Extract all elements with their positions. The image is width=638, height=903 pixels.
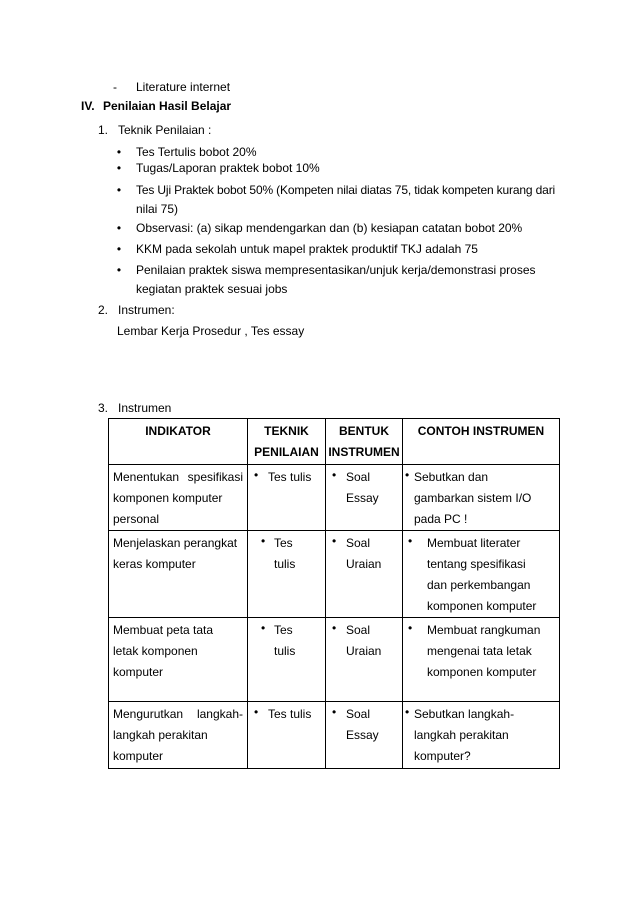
cell-indikator: Membuat peta tata letak komponen komputer: [109, 618, 248, 702]
cell-teknik: • Tes tulis: [248, 465, 326, 531]
table-row: [109, 618, 560, 702]
list-item: Observasi: (a) sikap mendengarkan dan (b) kesiapan catatan bobot 20%: [136, 221, 523, 235]
list-item-continuation: kegiatan praktek sesuai jobs: [136, 282, 288, 296]
bullet-icon: •: [408, 534, 413, 548]
bullet-icon: •: [332, 468, 337, 482]
item-number: 2.: [98, 303, 109, 317]
table-header-row: [109, 419, 560, 465]
item-number: 1.: [98, 123, 109, 137]
bullet-icon: •: [261, 534, 266, 548]
bullet-icon: •: [116, 161, 122, 175]
cell-indikator: Menjelaskan perangkat keras komputer: [109, 531, 248, 618]
bullet-icon: •: [254, 468, 259, 482]
cell-bentuk: • Soal Uraian: [326, 618, 403, 702]
header-bentuk-instrumen: BENTUK INSTRUMEN: [326, 419, 403, 465]
bullet-icon: •: [254, 705, 259, 719]
item-title: Instrumen:: [118, 303, 175, 317]
list-item: Tes Tertulis bobot 20%: [136, 145, 257, 159]
bullet-icon: •: [332, 621, 337, 635]
item-number: 3.: [98, 401, 109, 415]
cell-bentuk: • Soal Uraian: [326, 531, 403, 618]
table-row: [109, 702, 560, 769]
section-title: Penilaian Hasil Belajar: [103, 99, 232, 113]
bullet-icon: •: [116, 242, 122, 256]
bullet-icon: •: [261, 621, 266, 635]
list-item: KKM pada sekolah untuk mapel praktek produktif TKJ adalah 75: [136, 242, 478, 256]
bullet-icon: •: [405, 468, 410, 482]
cell-indikator: Mengurutkan langkah- langkah perakitan komputer: [109, 702, 248, 769]
cell-bentuk: • Soal Essay: [326, 465, 403, 531]
bullet-icon: •: [405, 705, 410, 719]
list-marker: -: [113, 80, 117, 94]
bullet-icon: •: [116, 183, 122, 197]
item-title: Instrumen: [118, 401, 172, 415]
item-title: Teknik Penilaian :: [118, 123, 212, 137]
bullet-icon: •: [116, 263, 122, 277]
cell-contoh: • Sebutkan langkah- langkah perakitan komputer?: [403, 702, 560, 769]
header-indikator: INDIKATOR: [109, 419, 248, 465]
list-item: Tugas/Laporan praktek bobot 10%: [136, 161, 320, 175]
cell-contoh: • Membuat rangkuman mengenai tata letak komponen komputer: [403, 618, 560, 702]
section-numeral: IV.: [81, 99, 95, 113]
cell-bentuk: • Soal Essay: [326, 702, 403, 769]
bullet-icon: •: [408, 621, 413, 635]
bullet-icon: •: [332, 534, 337, 548]
list-item-text: Literature internet: [136, 80, 231, 94]
list-item: Penilaian praktek siswa mempresentasikan/unjuk kerja/demonstrasi proses: [136, 263, 536, 277]
bullet-icon: •: [332, 705, 337, 719]
cell-contoh: • Membuat literater tentang spesifikasi dan perkembangan komponen komputer: [403, 531, 560, 618]
bullet-icon: •: [116, 145, 122, 159]
table-row: [109, 465, 560, 531]
bullet-icon: •: [116, 221, 122, 235]
cell-contoh: • Sebutkan dan gambarkan sistem I/O pada PC !: [403, 465, 560, 531]
header-teknik-penilaian: TEKNIK PENILAIAN: [248, 419, 326, 465]
list-item-continuation: nilai 75): [136, 202, 179, 216]
cell-teknik: • Tes tulis: [248, 618, 326, 702]
table-row: [109, 531, 560, 618]
cell-teknik: • Tes tulis: [248, 531, 326, 618]
cell-teknik: • Tes tulis: [248, 702, 326, 769]
item-content: Lembar Kerja Prosedur , Tes essay: [117, 324, 305, 338]
header-contoh-instrumen: CONTOH INSTRUMEN: [403, 419, 560, 465]
cell-indikator: Menentukan spesifikasi komponen komputer personal: [109, 465, 248, 531]
instrument-table: [108, 418, 560, 769]
list-item: Tes Uji Praktek bobot 50% (Kompeten nilai diatas 75, tidak kompeten kurang dari: [136, 183, 556, 197]
